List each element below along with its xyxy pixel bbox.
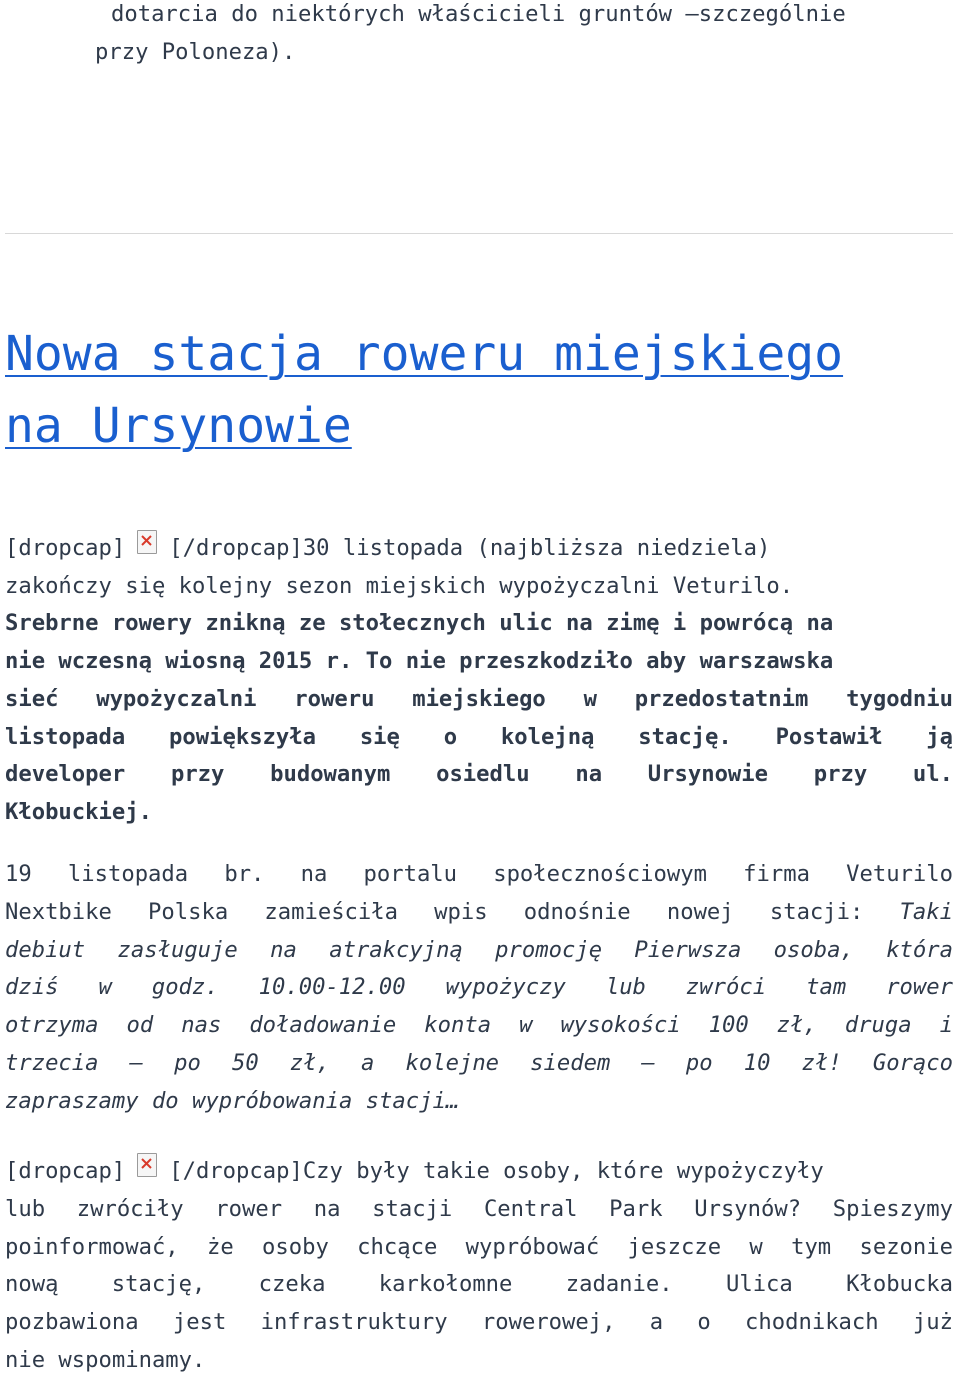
broken-image-icon bbox=[137, 1153, 157, 1177]
article-title bbox=[5, 318, 960, 462]
lead-line: listopada powiększyła się o kolejną stację. Postawił ją bbox=[5, 724, 953, 750]
quote-line: otrzyma od nas doładowanie konta w wysokości 100 zł, druga i bbox=[5, 1012, 953, 1038]
intro-line: dotarcia do niektórych właścicieli gruntów –szczególnie bbox=[111, 1, 846, 27]
quote-line: debiut zasługuje na atrakcyjną promocję Pierwsza osoba, która bbox=[5, 937, 953, 963]
lead-line: Kłobuckiej. bbox=[5, 799, 152, 825]
intro-line: przy Poloneza). bbox=[95, 39, 296, 65]
lead-line: [dropcap] [/dropcap]30 listopada (najbliższa niedziela) bbox=[5, 529, 770, 567]
body-line: poinformować, że osoby chcące wypróbować jeszcze w tym sezonie bbox=[5, 1234, 953, 1260]
body-line: nową stację, czeka karkołomne zadanie. Ulica Kłobucka bbox=[5, 1271, 953, 1297]
quote-line: dziś w godz. 10.00-12.00 wypożyczy lub zwróci tam rower bbox=[5, 974, 953, 1000]
body-line: 19 listopada br. na portalu społecznościowym firma Veturilo bbox=[5, 861, 953, 887]
article-title-link[interactable]: Nowa stacja roweru miejskiego na Ursynowie bbox=[5, 326, 844, 454]
body-line: pozbawiona jest infrastruktury rowerowej, a o chodnikach już bbox=[5, 1309, 953, 1335]
broken-image-icon bbox=[137, 530, 157, 554]
quote-line: zapraszamy do wypróbowania stacji… bbox=[5, 1088, 460, 1114]
lead-line: sieć wypożyczalni roweru miejskiego w przedostatnim tygodniu bbox=[5, 686, 953, 712]
lead-line: zakończy się kolejny sezon miejskich wypożyczalni Veturilo. bbox=[5, 573, 794, 599]
post-divider bbox=[5, 233, 953, 234]
body-line: [dropcap] [/dropcap]Czy były takie osoby, które wypożyczyły bbox=[5, 1152, 824, 1190]
body-line: lub zwróciły rower na stacji Central Park Ursynów? Spieszymy bbox=[5, 1196, 953, 1222]
lead-line: nie wczesną wiosną 2015 r. To nie przeszkodziło aby warszawska bbox=[5, 648, 834, 674]
body-line: Nextbike Polska zamieściła wpis odnośnie nowej stacji: Taki bbox=[5, 899, 953, 925]
lead-line: developer przy budowanym osiedlu na Ursynowie przy ul. bbox=[5, 761, 953, 787]
quote-line: trzecia – po 50 zł, a kolejne siedem – po 10 zł! Gorąco bbox=[5, 1050, 953, 1076]
body-line: nie wspominamy. bbox=[5, 1347, 206, 1373]
lead-line: Srebrne rowery znikną ze stołecznych ulic na zimę i powrócą na bbox=[5, 610, 834, 636]
